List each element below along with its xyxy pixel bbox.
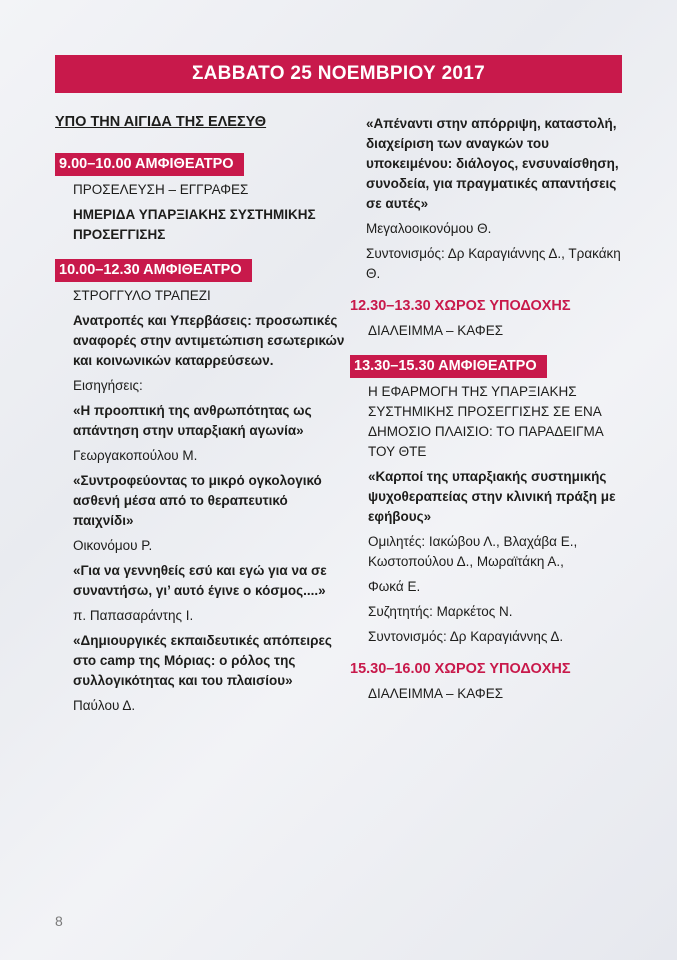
registration-line: ΠΡΟΣΕΛΕΥΣΗ – ΕΓΓΡΑΦΕΣ (73, 182, 249, 197)
round-table-label: ΣΤΡΟΓΓΥΛΟ ΤΡΑΠΕΖΙ (73, 288, 211, 303)
talk-title: «Καρποί της υπαρξιακής συστημικής ψυχοθεραπείας στην κλινική πράξη με εφήβους» (368, 469, 616, 524)
speakers-line-cont: Φωκά Ε. (368, 579, 421, 594)
day-banner (55, 55, 622, 93)
coordination-line: Συντονισμός: Δρ Καραγιάννης Δ., Τρακάκη Θ. (366, 246, 621, 281)
time-label-1530-1600: 15.30–16.00 ΧΩΡΟΣ ΥΠΟΔΟΧΗΣ (350, 661, 571, 677)
left-column (55, 114, 345, 730)
time-tag-10-1230: 10.00–12.30 ΑΜΦΙΘΕΑΤΡΟ (55, 259, 252, 282)
discussant-line: Συζητητής: Μαρκέτος Ν. (368, 604, 513, 619)
round-table-continued (366, 114, 625, 284)
round-table-theme: Ανατροπές και Υπερβάσεις: προσωπικές αναφορές στην αντιμετώπιση εσωτερικών και κοινωνικών καταρρεύσεων. (73, 313, 345, 368)
coordination-line: Συντονισμός: Δρ Καραγιάννης Δ. (368, 629, 564, 644)
page-number: 8 (55, 913, 63, 929)
talk-speaker: Γεωργακοπούλου Μ. (73, 448, 198, 463)
talk-title: «Η προοπτική της ανθρωπότητας ως απάντηση στην υπαρξιακή αγωνία» (73, 403, 312, 438)
auspices-line: ΥΠΟ ΤΗΝ ΑΙΓΙΔΑ ΤΗΣ ΕΛΕΣΥΘ (55, 114, 267, 130)
talk-speaker: Παύλου Δ. (73, 698, 136, 713)
talk-speaker: Μεγαλοοικονόμου Θ. (366, 221, 492, 236)
talk-speaker: π. Παπασαράντης Ι. (73, 608, 194, 623)
break-line: ΔΙΑΛΕΙΜΜΑ – ΚΑΦΕΣ (368, 686, 504, 701)
talk-title: «Για να γεννηθείς εσύ και εγώ για να σε συναντήσω, γι’ αυτό έγινε ο κόσμος....» (73, 563, 327, 598)
time-tag-1330-1530: 13.30–15.30 ΑΜΦΙΘΕΑΤΡΟ (350, 355, 547, 378)
day-event-title: ΗΜΕΡΙΔΑ ΥΠΑΡΞΙΑΚΗΣ ΣΥΣΤΗΜΙΚΗΣ ΠΡΟΣΕΓΓΙΣΗΣ (73, 207, 316, 242)
talk-title: «Απέναντι στην απόρριψη, καταστολή, διαχείριση των αναγκών του υποκειμένου: διάλογος, ενσυναίσθηση, συνοδεία, για πραγματικές απαντήσεις σε αυτές» (366, 116, 619, 211)
session-break-1 (350, 298, 625, 341)
speakers-line: Ομιλητές: Ιακώβου Λ., Βλαχάβα Ε., Κωστοπούλου Δ., Μωραϊτάκη Α., (368, 534, 578, 569)
application-subtitle: Η ΕΦΑΡΜΟΓΗ ΤΗΣ ΥΠΑΡΞΙΑΚΗΣ ΣΥΣΤΗΜΙΚΗΣ ΠΡΟΣΕΓΓΙΣΗΣ ΣΕ ΕΝΑ ΔΗΜΟΣΙΟ ΠΛΑΙΣΙΟ: ΤΟ ΠΑΡΑΔΕΙΓΜΑ ΤΟΥ ΘΤΕ (368, 384, 603, 459)
session-break-2 (350, 661, 625, 704)
time-label-1230-1330: 12.30–13.30 ΧΩΡΟΣ ΥΠΟΔΟΧΗΣ (350, 298, 571, 314)
talk-title: «Συντροφεύοντας το μικρό ογκολογικό ασθενή μέσα από το θεραπευτικό παιχνίδι» (73, 473, 322, 528)
session-registration (55, 153, 345, 245)
talk-speaker: Οικονόμου Ρ. (73, 538, 153, 553)
break-line: ΔΙΑΛΕΙΜΜΑ – ΚΑΦΕΣ (368, 323, 504, 338)
session-application (350, 355, 625, 647)
day-title: ΣΑΒΒΑΤΟ 25 ΝΟΕΜΒΡΙΟΥ 2017 (191, 63, 486, 84)
session-round-table (55, 259, 345, 716)
presentations-label: Εισηγήσεις: (73, 378, 143, 393)
time-tag-9-10: 9.00–10.00 ΑΜΦΙΘΕΑΤΡΟ (55, 153, 244, 176)
right-column (350, 114, 625, 718)
talk-title: «Δημιουργικές εκπαιδευτικές απόπειρες στο camp της Μόριας: ο ρόλος της συλλογικότητας και του πλαισίου» (73, 633, 332, 688)
